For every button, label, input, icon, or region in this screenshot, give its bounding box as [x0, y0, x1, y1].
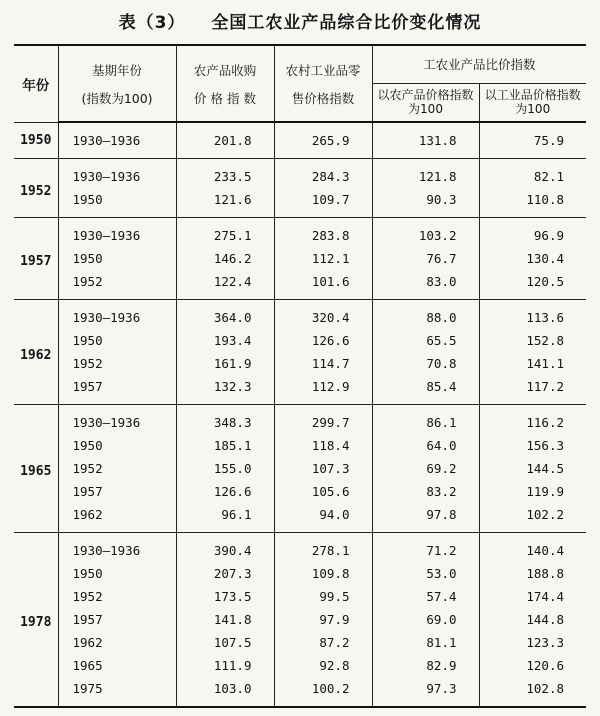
header-industrial-index-line1: 农村工业品零 [274, 45, 372, 83]
base-year-cell: 1952 [58, 585, 176, 608]
ratio-agri-base-cell: 81.1 [372, 631, 479, 654]
ratio-agri-base-cell: 71.2 [372, 533, 479, 563]
header-agri-index-line1: 农产品收购 [176, 45, 274, 83]
ratio-industrial-base-cell: 82.1 [479, 159, 586, 189]
ratio-industrial-base-cell: 140.4 [479, 533, 586, 563]
ratio-industrial-base-cell: 102.8 [479, 677, 586, 707]
agri-index-cell: 132.3 [176, 375, 274, 405]
industrial-index-cell: 97.9 [274, 608, 372, 631]
base-year-cell: 1930—1936 [58, 122, 176, 159]
base-year-cell: 1950 [58, 188, 176, 218]
agri-index-cell: 275.1 [176, 218, 274, 248]
header-base-year-line2: (指数为100) [58, 83, 176, 122]
industrial-index-cell: 107.3 [274, 457, 372, 480]
base-year-cell: 1930—1936 [58, 533, 176, 563]
ratio-industrial-base-cell: 152.8 [479, 329, 586, 352]
table-number: 表（3） [118, 13, 186, 33]
ratio-industrial-base-cell: 120.6 [479, 654, 586, 677]
ratio-agri-base-cell: 103.2 [372, 218, 479, 248]
table-row [14, 188, 586, 218]
agri-index-cell: 185.1 [176, 434, 274, 457]
ratio-agri-base-cell: 69.0 [372, 608, 479, 631]
table-row [14, 608, 586, 631]
agri-index-cell: 121.6 [176, 188, 274, 218]
ratio-industrial-base-cell: 144.5 [479, 457, 586, 480]
table-row [14, 218, 586, 248]
table-row [14, 329, 586, 352]
table-body [14, 122, 586, 707]
year-cell: 1978 [14, 533, 58, 708]
industrial-index-cell: 112.1 [274, 247, 372, 270]
table-row [14, 533, 586, 563]
industrial-index-cell: 114.7 [274, 352, 372, 375]
table-row [14, 480, 586, 503]
base-year-cell: 1930—1936 [58, 405, 176, 435]
header-agri-index-line2: 价 格 指 数 [176, 83, 274, 122]
table-row [14, 654, 586, 677]
agri-index-cell: 122.4 [176, 270, 274, 300]
table-row [14, 562, 586, 585]
ratio-agri-base-cell: 90.3 [372, 188, 479, 218]
agri-index-cell: 155.0 [176, 457, 274, 480]
header-year: 年份 [14, 45, 58, 122]
agri-index-cell: 146.2 [176, 247, 274, 270]
header-ratio-agri-base: 以农产品价格指数为100 [372, 83, 479, 122]
ratio-agri-base-cell: 86.1 [372, 405, 479, 435]
industrial-index-cell: 283.8 [274, 218, 372, 248]
year-cell: 1957 [14, 218, 58, 300]
base-year-cell: 1962 [58, 503, 176, 533]
table-row [14, 122, 586, 159]
industrial-index-cell: 284.3 [274, 159, 372, 189]
industrial-index-cell: 265.9 [274, 122, 372, 159]
table-bottom-rule [14, 707, 586, 708]
header-ratio-index: 工农业产品比价指数 [372, 45, 586, 83]
agri-index-cell: 103.0 [176, 677, 274, 707]
base-year-cell: 1957 [58, 608, 176, 631]
base-year-cell: 1957 [58, 480, 176, 503]
ratio-industrial-base-cell: 113.6 [479, 300, 586, 330]
industrial-index-cell: 299.7 [274, 405, 372, 435]
ratio-agri-base-cell: 65.5 [372, 329, 479, 352]
industrial-index-cell: 87.2 [274, 631, 372, 654]
industrial-index-cell: 100.2 [274, 677, 372, 707]
agri-index-cell: 96.1 [176, 503, 274, 533]
agri-index-cell: 126.6 [176, 480, 274, 503]
ratio-agri-base-cell: 97.3 [372, 677, 479, 707]
table-row [14, 405, 586, 435]
ratio-agri-base-cell: 85.4 [372, 375, 479, 405]
base-year-cell: 1930—1936 [58, 300, 176, 330]
header-industrial-index-line2: 售价格指数 [274, 83, 372, 122]
ratio-industrial-base-cell: 102.2 [479, 503, 586, 533]
agri-index-cell: 193.4 [176, 329, 274, 352]
table-row [14, 677, 586, 707]
table-row [14, 585, 586, 608]
ratio-agri-base-cell: 53.0 [372, 562, 479, 585]
ratio-industrial-base-cell: 188.8 [479, 562, 586, 585]
table-row [14, 631, 586, 654]
agri-index-cell: 207.3 [176, 562, 274, 585]
industrial-index-cell: 105.6 [274, 480, 372, 503]
industrial-index-cell: 112.9 [274, 375, 372, 405]
industrial-index-cell: 109.8 [274, 562, 372, 585]
base-year-cell: 1952 [58, 352, 176, 375]
ratio-agri-base-cell: 83.0 [372, 270, 479, 300]
industrial-index-cell: 101.6 [274, 270, 372, 300]
ratio-agri-base-cell: 70.8 [372, 352, 479, 375]
year-cell: 1965 [14, 405, 58, 533]
agri-index-cell: 348.3 [176, 405, 274, 435]
industrial-index-cell: 126.6 [274, 329, 372, 352]
agri-index-cell: 161.9 [176, 352, 274, 375]
industrial-index-cell: 320.4 [274, 300, 372, 330]
ratio-industrial-base-cell: 123.3 [479, 631, 586, 654]
header-base-year-line1: 基期年份 [58, 45, 176, 83]
base-year-cell: 1957 [58, 375, 176, 405]
ratio-industrial-base-cell: 116.2 [479, 405, 586, 435]
price-ratio-table [14, 44, 586, 708]
agri-index-cell: 364.0 [176, 300, 274, 330]
base-year-cell: 1950 [58, 329, 176, 352]
table-title-text: 全国工农业产品综合比价变化情况 [211, 13, 482, 33]
ratio-industrial-base-cell: 141.1 [479, 352, 586, 375]
base-year-cell: 1962 [58, 631, 176, 654]
table-row [14, 159, 586, 189]
ratio-agri-base-cell: 88.0 [372, 300, 479, 330]
industrial-index-cell: 118.4 [274, 434, 372, 457]
ratio-industrial-base-cell: 117.2 [479, 375, 586, 405]
agri-index-cell: 173.5 [176, 585, 274, 608]
base-year-cell: 1930—1936 [58, 218, 176, 248]
base-year-cell: 1950 [58, 562, 176, 585]
ratio-industrial-base-cell: 120.5 [479, 270, 586, 300]
base-year-cell: 1930—1936 [58, 159, 176, 189]
ratio-industrial-base-cell: 144.8 [479, 608, 586, 631]
table-title [0, 8, 600, 34]
ratio-agri-base-cell: 82.9 [372, 654, 479, 677]
table-row [14, 375, 586, 405]
year-cell: 1962 [14, 300, 58, 405]
year-cell: 1952 [14, 159, 58, 218]
ratio-industrial-base-cell: 156.3 [479, 434, 586, 457]
agri-index-cell: 107.5 [176, 631, 274, 654]
agri-index-cell: 390.4 [176, 533, 274, 563]
base-year-cell: 1950 [58, 434, 176, 457]
ratio-agri-base-cell: 64.0 [372, 434, 479, 457]
ratio-agri-base-cell: 131.8 [372, 122, 479, 159]
ratio-industrial-base-cell: 96.9 [479, 218, 586, 248]
base-year-cell: 1975 [58, 677, 176, 707]
header-ratio-industrial-base: 以工业品价格指数为100 [479, 83, 586, 122]
ratio-industrial-base-cell: 174.4 [479, 585, 586, 608]
base-year-cell: 1952 [58, 457, 176, 480]
table-row [14, 352, 586, 375]
table-row [14, 300, 586, 330]
base-year-cell: 1950 [58, 247, 176, 270]
ratio-industrial-base-cell: 75.9 [479, 122, 586, 159]
industrial-index-cell: 92.8 [274, 654, 372, 677]
table-row [14, 247, 586, 270]
base-year-cell: 1965 [58, 654, 176, 677]
ratio-agri-base-cell: 57.4 [372, 585, 479, 608]
ratio-industrial-base-cell: 110.8 [479, 188, 586, 218]
industrial-index-cell: 109.7 [274, 188, 372, 218]
table-row [14, 270, 586, 300]
industrial-index-cell: 99.5 [274, 585, 372, 608]
ratio-agri-base-cell: 76.7 [372, 247, 479, 270]
table-header [14, 45, 586, 122]
table-row [14, 457, 586, 480]
year-cell: 1950 [14, 122, 58, 159]
table-row [14, 434, 586, 457]
base-year-cell: 1952 [58, 270, 176, 300]
agri-index-cell: 141.8 [176, 608, 274, 631]
ratio-agri-base-cell: 97.8 [372, 503, 479, 533]
ratio-agri-base-cell: 83.2 [372, 480, 479, 503]
agri-index-cell: 111.9 [176, 654, 274, 677]
ratio-agri-base-cell: 69.2 [372, 457, 479, 480]
ratio-industrial-base-cell: 119.9 [479, 480, 586, 503]
industrial-index-cell: 278.1 [274, 533, 372, 563]
industrial-index-cell: 94.0 [274, 503, 372, 533]
agri-index-cell: 233.5 [176, 159, 274, 189]
table-row [14, 503, 586, 533]
ratio-industrial-base-cell: 130.4 [479, 247, 586, 270]
ratio-agri-base-cell: 121.8 [372, 159, 479, 189]
agri-index-cell: 201.8 [176, 122, 274, 159]
